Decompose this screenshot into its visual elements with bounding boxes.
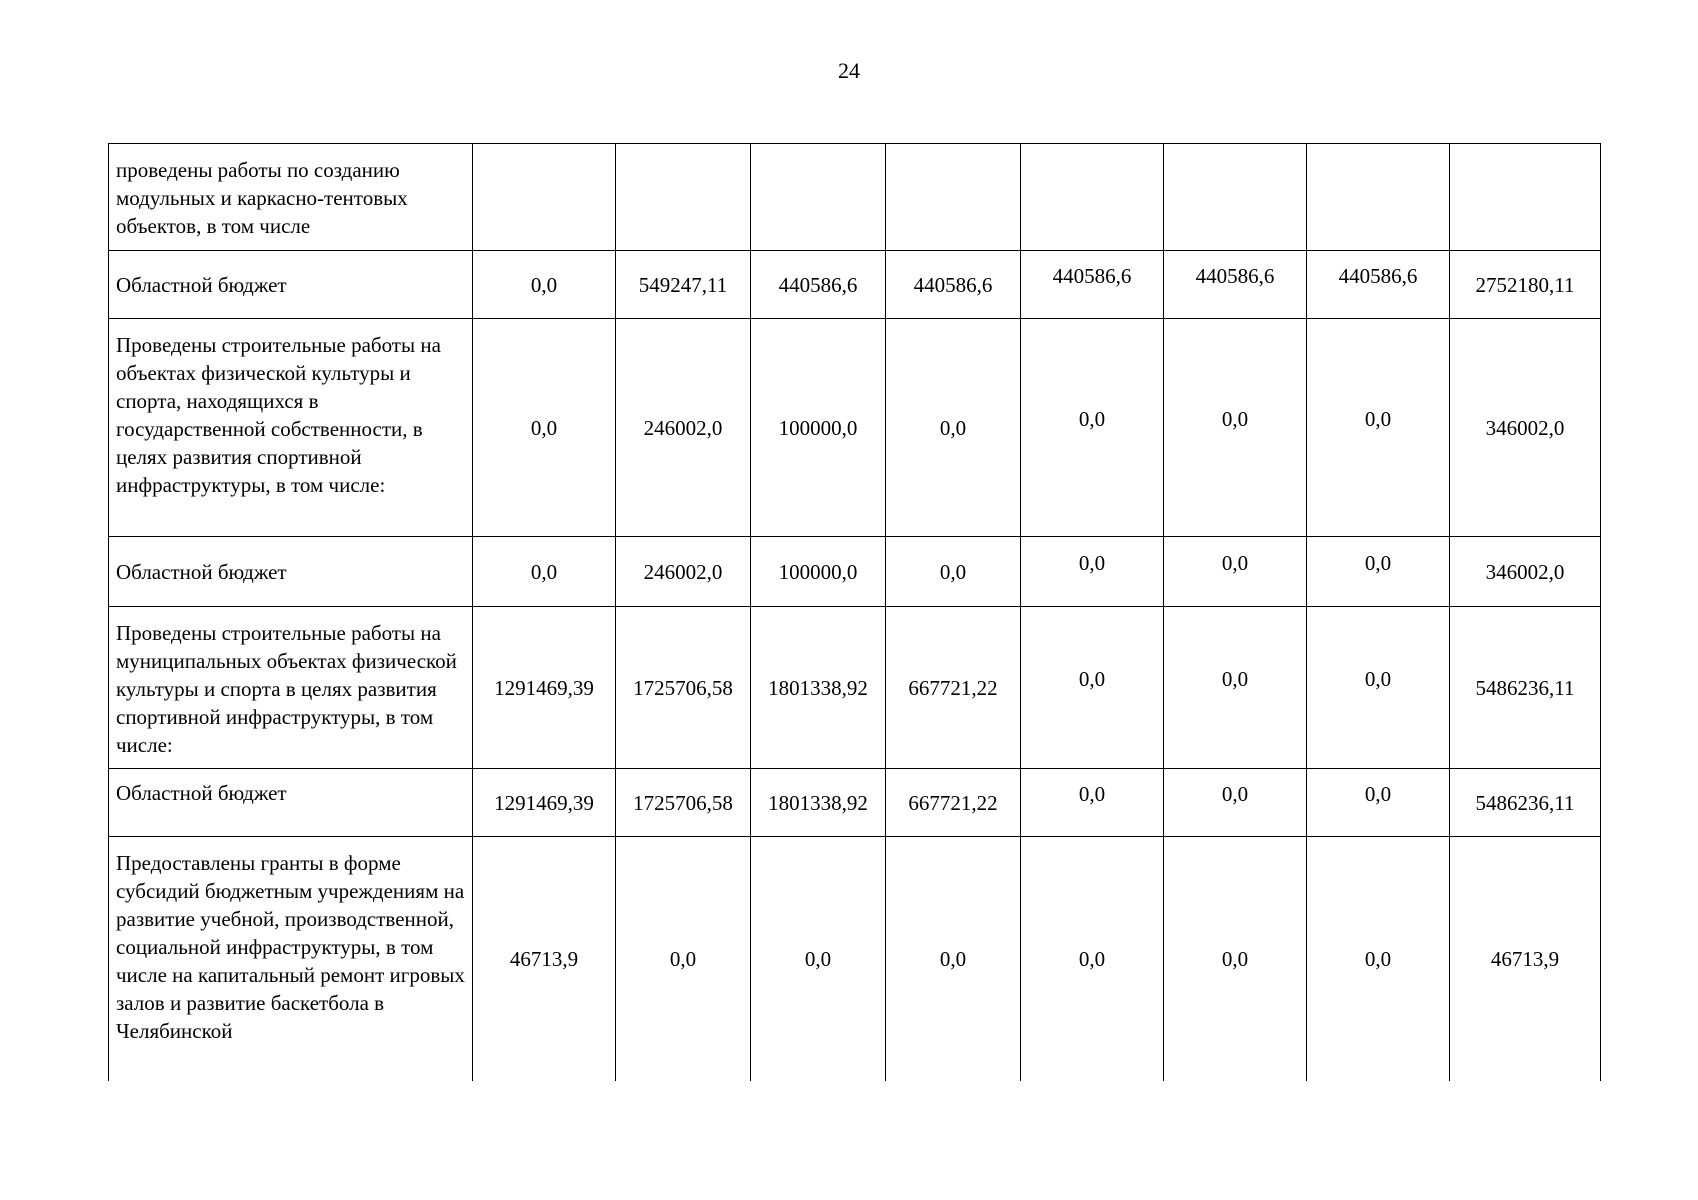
row-description: Областной бюджет bbox=[109, 251, 473, 319]
value-cell bbox=[886, 144, 1021, 251]
table-row bbox=[109, 144, 1601, 251]
value-cell bbox=[473, 144, 616, 251]
value-cell: 246002,0 bbox=[616, 537, 751, 607]
value-cell: 667721,22 bbox=[886, 607, 1021, 769]
value-cell: 440586,6 bbox=[886, 251, 1021, 319]
value-cell: 0,0 bbox=[1307, 537, 1450, 607]
value-cell bbox=[751, 144, 886, 251]
table-row bbox=[109, 607, 1601, 769]
budget-table bbox=[108, 143, 1601, 1081]
value-cell: 0,0 bbox=[1307, 769, 1450, 837]
value-cell: 0,0 bbox=[1307, 607, 1450, 769]
value-cell: 667721,22 bbox=[886, 769, 1021, 837]
value-cell: 0,0 bbox=[886, 319, 1021, 537]
value-cell: 100000,0 bbox=[751, 537, 886, 607]
row-description: Проведены строительные работы на муниципальных объектах физической культуры и спорта в целях развития спортивной инфраструктуры, в том числе: bbox=[109, 607, 473, 769]
value-cell bbox=[1307, 144, 1450, 251]
value-cell: 46713,9 bbox=[1450, 837, 1601, 1081]
value-cell: 0,0 bbox=[616, 837, 751, 1081]
value-cell: 440586,6 bbox=[1164, 251, 1307, 319]
value-cell: 1291469,39 bbox=[473, 769, 616, 837]
value-cell: 0,0 bbox=[1164, 769, 1307, 837]
value-cell: 0,0 bbox=[1021, 769, 1164, 837]
value-cell: 0,0 bbox=[473, 537, 616, 607]
value-cell: 440586,6 bbox=[1021, 251, 1164, 319]
value-cell: 0,0 bbox=[1164, 319, 1307, 537]
table-row bbox=[109, 251, 1601, 319]
row-description: Областной бюджет bbox=[109, 769, 473, 837]
value-cell: 0,0 bbox=[473, 319, 616, 537]
row-description: проведены работы по созданию модульных и каркасно-тентовых объектов, в том числе bbox=[109, 144, 473, 251]
value-cell: 0,0 bbox=[473, 251, 616, 319]
value-cell bbox=[1021, 144, 1164, 251]
value-cell: 46713,9 bbox=[473, 837, 616, 1081]
table-row bbox=[109, 319, 1601, 537]
row-description: Областной бюджет bbox=[109, 537, 473, 607]
table-row bbox=[109, 769, 1601, 837]
value-cell: 0,0 bbox=[886, 837, 1021, 1081]
value-cell: 0,0 bbox=[1307, 319, 1450, 537]
value-cell bbox=[1164, 144, 1307, 251]
value-cell: 346002,0 bbox=[1450, 537, 1601, 607]
page-number: 24 bbox=[838, 58, 860, 83]
value-cell bbox=[1450, 144, 1601, 251]
value-cell: 100000,0 bbox=[751, 319, 886, 537]
value-cell: 0,0 bbox=[886, 537, 1021, 607]
value-cell: 0,0 bbox=[1021, 607, 1164, 769]
value-cell: 5486236,11 bbox=[1450, 769, 1601, 837]
table-row bbox=[109, 837, 1601, 1081]
value-cell: 1801338,92 bbox=[751, 769, 886, 837]
row-description: Предоставлены гранты в форме субсидий бюджетным учреждениям на развитие учебной, производственной, социальной инфраструктуры, в том числе на капитальный ремонт игровых залов и развитие баскетбола в Челябинской bbox=[109, 837, 473, 1081]
value-cell: 440586,6 bbox=[751, 251, 886, 319]
value-cell: 0,0 bbox=[1164, 837, 1307, 1081]
value-cell: 0,0 bbox=[1021, 837, 1164, 1081]
value-cell: 246002,0 bbox=[616, 319, 751, 537]
value-cell: 0,0 bbox=[1021, 319, 1164, 537]
value-cell: 1725706,58 bbox=[616, 607, 751, 769]
value-cell: 0,0 bbox=[1307, 837, 1450, 1081]
value-cell: 0,0 bbox=[1164, 537, 1307, 607]
value-cell: 2752180,11 bbox=[1450, 251, 1601, 319]
table-row bbox=[109, 537, 1601, 607]
value-cell: 1725706,58 bbox=[616, 769, 751, 837]
value-cell: 1291469,39 bbox=[473, 607, 616, 769]
value-cell: 549247,11 bbox=[616, 251, 751, 319]
value-cell: 440586,6 bbox=[1307, 251, 1450, 319]
value-cell: 0,0 bbox=[751, 837, 886, 1081]
value-cell: 0,0 bbox=[1164, 607, 1307, 769]
value-cell bbox=[616, 144, 751, 251]
value-cell: 346002,0 bbox=[1450, 319, 1601, 537]
value-cell: 0,0 bbox=[1021, 537, 1164, 607]
value-cell: 5486236,11 bbox=[1450, 607, 1601, 769]
row-description: Проведены строительные работы на объектах физической культуры и спорта, находящихся в государственной собственности, в целях развития спортивной инфраструктуры, в том числе: bbox=[109, 319, 473, 537]
value-cell: 1801338,92 bbox=[751, 607, 886, 769]
